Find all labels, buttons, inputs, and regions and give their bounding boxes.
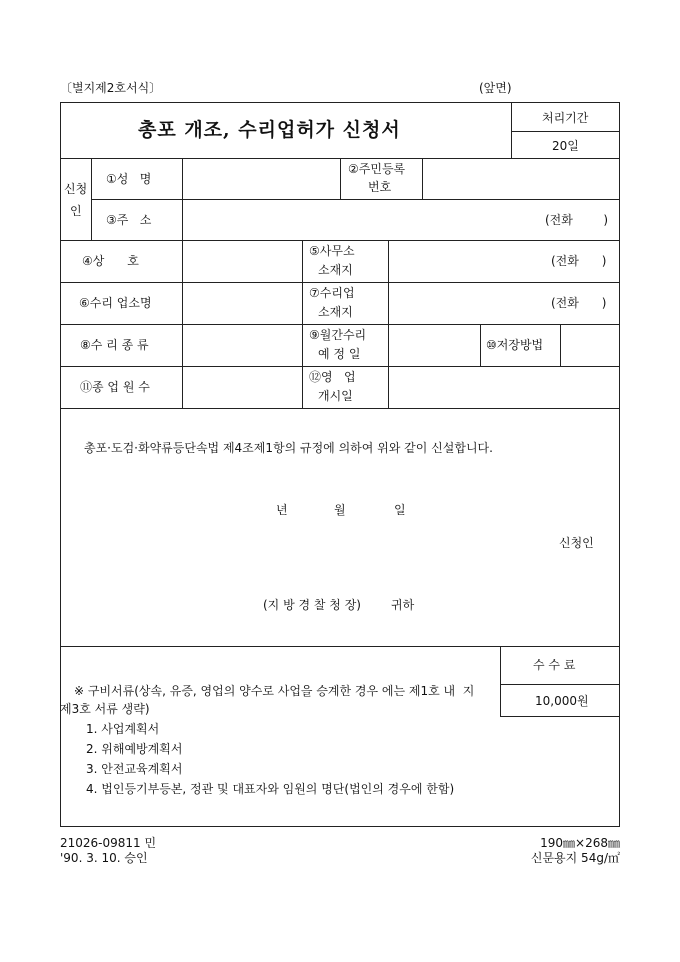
rule-rrn-left — [340, 158, 341, 199]
repair-location-label: ⑦수리업 — [309, 286, 355, 300]
fee-value: 10,000원 — [535, 694, 589, 708]
page-side-label: (앞면) — [479, 81, 512, 95]
date-day: 일 — [394, 503, 406, 517]
monthly-repair-label: ⑨월간수리 — [309, 328, 367, 342]
office-location-label-2: 소재지 — [318, 263, 353, 277]
processing-period-label: 처리기간 — [542, 111, 589, 125]
declaration-statement: 총포·도검·화약류등단속법 제4조제1항의 규정에 의하여 위와 같이 신설합니다. — [84, 441, 493, 455]
applicant-group-label: 신청 — [64, 182, 88, 196]
rule-fee — [500, 684, 620, 685]
applicant-group-label-2: 인 — [70, 204, 82, 218]
office-location-label: ⑤사무소 — [309, 244, 355, 258]
document-item: 2. 위해예방계획서 — [86, 742, 183, 756]
rule-storage-right — [560, 324, 561, 366]
rule-storage-left — [480, 324, 481, 366]
rule-applicant-bottom — [60, 240, 620, 241]
rule-rrn-right — [422, 158, 423, 199]
repair-location-label-2: 소재지 — [318, 305, 353, 319]
addressee-honorific: 귀하 — [391, 598, 415, 612]
document-item: 4. 법인등기부등본, 정관 및 대표자와 임원의 명단(법인의 경우에 한함) — [86, 782, 455, 796]
application-form — [60, 102, 620, 827]
address-label: ③주 소 — [106, 213, 152, 227]
storage-method-label: ⑩저장방법 — [486, 338, 544, 352]
fee-label: 수 수 료 — [533, 658, 576, 672]
document-item: 1. 사업계획서 — [86, 722, 160, 736]
rule-processing — [511, 131, 620, 132]
rule-processing-left — [511, 102, 512, 158]
repair-phone: (전화 ) — [551, 296, 607, 310]
monthly-repair-label-2: 예 정 일 — [318, 347, 361, 361]
rule-applicant-mid — [91, 199, 620, 200]
business-start-label: ⑫영 업 — [309, 370, 356, 384]
trade-name-label: ④상 호 — [82, 254, 139, 268]
date-month: 월 — [334, 503, 346, 517]
addressee: (지 방 경 찰 청 장) — [263, 598, 361, 612]
rule-mid-column — [302, 240, 303, 408]
rule-fee-bottom — [500, 716, 620, 717]
rule-row-11 — [60, 408, 620, 409]
required-documents-note: ※ 구비서류(상속, 유증, 영업의 양수로 사업을 승계한 경우 에는 제1호 내 지 — [74, 684, 475, 698]
required-documents-note-2: 제3호 서류 생략) — [60, 702, 150, 716]
employee-count-label: ⑪종 업 원 수 — [80, 380, 150, 394]
rrn-label-2: 번호 — [368, 180, 392, 194]
rule-row-8 — [60, 366, 620, 367]
rule-declaration-bottom — [60, 646, 620, 647]
form-number-label: 〔별지제2호서식〕 — [60, 81, 162, 95]
rrn-label: ②주민등록 — [348, 162, 406, 176]
form-code: 21026-09811 민 — [60, 836, 157, 850]
paper-size: 190㎜×268㎜ — [540, 836, 620, 850]
paper-type: 신문용지 54g/㎡ — [530, 851, 620, 865]
office-phone: (전화 ) — [551, 254, 607, 268]
rule-row-6 — [60, 324, 620, 325]
approval-date: '90. 3. 10. 승인 — [60, 851, 148, 865]
rule-label-column — [182, 158, 183, 408]
rule-applicant-group — [91, 158, 92, 240]
rule-fee-left — [500, 646, 501, 716]
repair-type-label: ⑧수 리 종 류 — [80, 338, 149, 352]
form-title: 총포 개조, 수리업허가 신청서 — [138, 119, 401, 141]
document-item: 3. 안전교육계획서 — [86, 762, 183, 776]
date-year: 년 — [276, 503, 288, 517]
repair-shop-name-label: ⑥수리 업소명 — [79, 296, 152, 310]
rule-row-4 — [60, 282, 620, 283]
rule-mid-column-2 — [388, 240, 389, 408]
address-phone: (전화 ) — [545, 213, 609, 227]
applicant-signature-label: 신청인 — [559, 536, 594, 550]
business-start-label-2: 개시일 — [318, 389, 353, 403]
name-label: ①성 명 — [106, 172, 152, 186]
processing-period-value: 20일 — [552, 139, 579, 153]
